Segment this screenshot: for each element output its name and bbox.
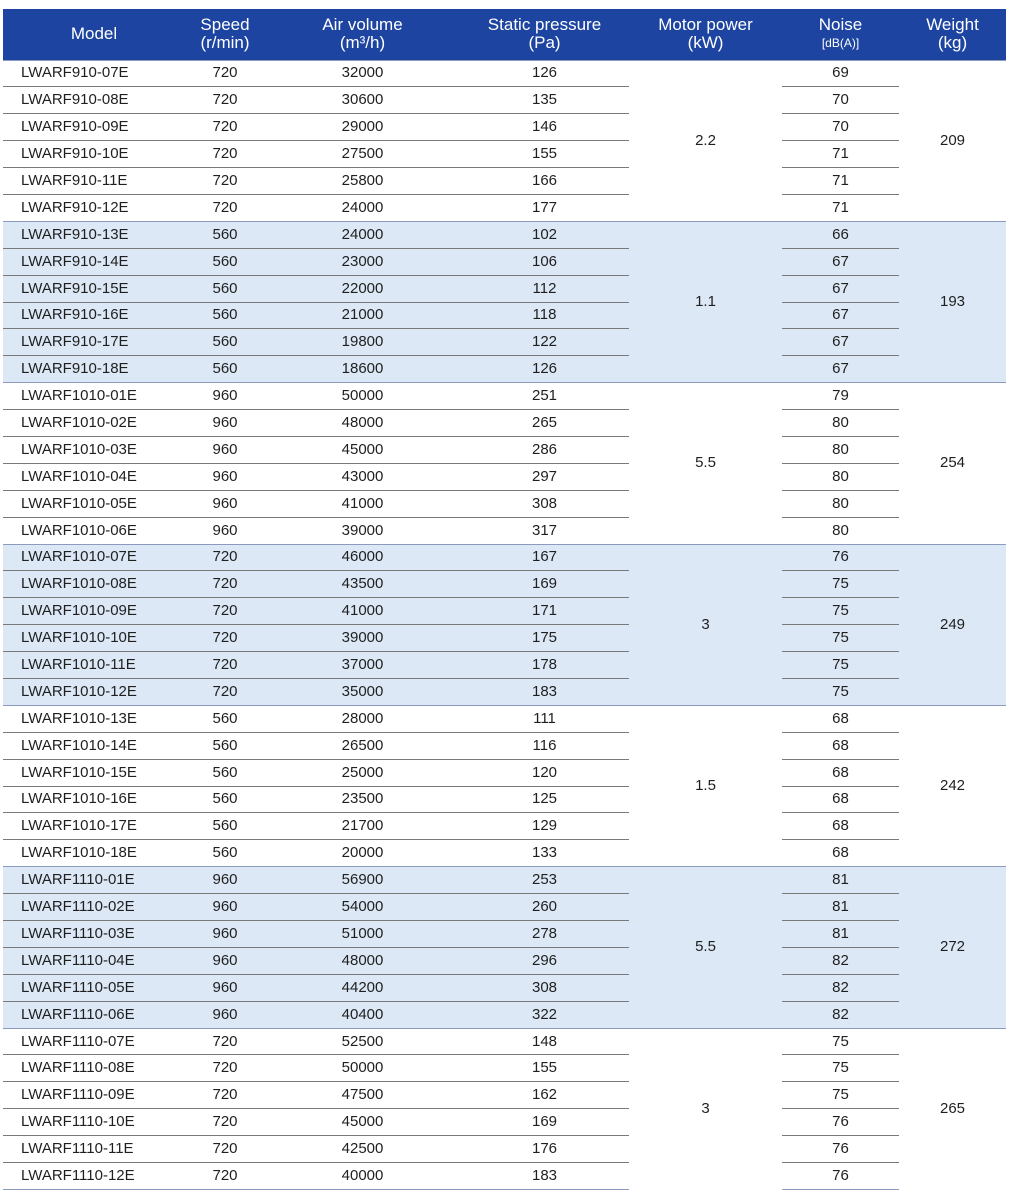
table-row [3, 436, 1006, 463]
noise-cell: 81 [782, 921, 899, 948]
model-cell: LWARF1110-03E [3, 921, 185, 948]
model-cell: LWARF1010-08E [3, 571, 185, 598]
noise-cell: 68 [782, 759, 899, 786]
table-row [3, 786, 1006, 813]
model-cell: LWARF1010-16E [3, 786, 185, 813]
static-pressure-cell: 308 [460, 974, 629, 1001]
speed-cell: 560 [185, 275, 265, 302]
table-row [3, 194, 1006, 221]
header-weight: Weight (kg) [899, 9, 1006, 60]
noise-cell: 75 [782, 1082, 899, 1109]
table-row [3, 248, 1006, 275]
static-pressure-cell: 126 [460, 356, 629, 383]
model-cell: LWARF910-17E [3, 329, 185, 356]
model-cell: LWARF1110-06E [3, 1001, 185, 1028]
static-pressure-cell: 129 [460, 813, 629, 840]
static-pressure-cell: 162 [460, 1082, 629, 1109]
static-pressure-cell: 171 [460, 598, 629, 625]
speed-cell: 960 [185, 410, 265, 437]
motor-power-cell: 1.1 [629, 221, 782, 382]
speed-cell: 720 [185, 1082, 265, 1109]
model-cell: LWARF1010-06E [3, 517, 185, 544]
noise-cell: 76 [782, 544, 899, 571]
air-volume-cell: 24000 [265, 194, 460, 221]
static-pressure-cell: 167 [460, 544, 629, 571]
model-cell: LWARF1010-12E [3, 678, 185, 705]
weight-cell: 209 [899, 60, 1006, 221]
air-volume-cell: 40000 [265, 1163, 460, 1190]
model-cell: LWARF1110-01E [3, 867, 185, 894]
static-pressure-cell: 125 [460, 786, 629, 813]
table-row [3, 947, 1006, 974]
model-cell: LWARF910-11E [3, 168, 185, 195]
air-volume-cell: 56900 [265, 867, 460, 894]
air-volume-cell: 41000 [265, 490, 460, 517]
table-row [3, 463, 1006, 490]
table-row [3, 867, 1006, 894]
air-volume-cell: 50000 [265, 1055, 460, 1082]
speed-cell: 560 [185, 221, 265, 248]
speed-cell: 720 [185, 1109, 265, 1136]
noise-cell: 80 [782, 463, 899, 490]
noise-cell: 69 [782, 60, 899, 87]
air-volume-cell: 28000 [265, 705, 460, 732]
table-row [3, 517, 1006, 544]
air-volume-cell: 18600 [265, 356, 460, 383]
table-row [3, 1136, 1006, 1163]
air-volume-cell: 44200 [265, 974, 460, 1001]
speed-cell: 720 [185, 141, 265, 168]
model-cell: LWARF1010-14E [3, 732, 185, 759]
model-cell: LWARF910-15E [3, 275, 185, 302]
noise-cell: 75 [782, 678, 899, 705]
table-row [3, 544, 1006, 571]
header-motor-power: Motor power (kW) [629, 9, 782, 60]
static-pressure-cell: 265 [460, 410, 629, 437]
noise-cell: 68 [782, 705, 899, 732]
air-volume-cell: 32000 [265, 60, 460, 87]
air-volume-cell: 39000 [265, 625, 460, 652]
model-cell: LWARF1010-09E [3, 598, 185, 625]
model-cell: LWARF1110-04E [3, 947, 185, 974]
model-cell: LWARF910-16E [3, 302, 185, 329]
air-volume-cell: 46000 [265, 544, 460, 571]
model-cell: LWARF910-12E [3, 194, 185, 221]
static-pressure-cell: 111 [460, 705, 629, 732]
air-volume-cell: 40400 [265, 1001, 460, 1028]
noise-cell: 66 [782, 221, 899, 248]
static-pressure-cell: 296 [460, 947, 629, 974]
static-pressure-cell: 177 [460, 194, 629, 221]
model-cell: LWARF910-08E [3, 87, 185, 114]
table-row [3, 221, 1006, 248]
noise-cell: 81 [782, 894, 899, 921]
air-volume-cell: 26500 [265, 732, 460, 759]
noise-cell: 75 [782, 571, 899, 598]
noise-cell: 82 [782, 974, 899, 1001]
table-header [3, 9, 1006, 60]
header-static-pressure: Static pressure (Pa) [460, 9, 629, 60]
static-pressure-cell: 126 [460, 60, 629, 87]
speed-cell: 720 [185, 598, 265, 625]
static-pressure-cell: 155 [460, 1055, 629, 1082]
weight-cell: 249 [899, 544, 1006, 705]
speed-cell: 960 [185, 867, 265, 894]
model-cell: LWARF1010-07E [3, 544, 185, 571]
header-air-volume: Air volume (m³/h) [265, 9, 460, 60]
noise-cell: 68 [782, 813, 899, 840]
air-volume-cell: 21000 [265, 302, 460, 329]
model-cell: LWARF1110-10E [3, 1109, 185, 1136]
model-cell: LWARF1010-01E [3, 383, 185, 410]
noise-cell: 71 [782, 168, 899, 195]
table-row [3, 921, 1006, 948]
static-pressure-cell: 278 [460, 921, 629, 948]
air-volume-cell: 35000 [265, 678, 460, 705]
static-pressure-cell: 166 [460, 168, 629, 195]
noise-cell: 68 [782, 786, 899, 813]
air-volume-cell: 42500 [265, 1136, 460, 1163]
fan-spec-table [3, 9, 1006, 1190]
speed-cell: 720 [185, 678, 265, 705]
model-cell: LWARF1110-09E [3, 1082, 185, 1109]
noise-cell: 82 [782, 947, 899, 974]
noise-cell: 81 [782, 867, 899, 894]
static-pressure-cell: 183 [460, 1163, 629, 1190]
noise-cell: 80 [782, 436, 899, 463]
table-row [3, 490, 1006, 517]
motor-power-cell: 5.5 [629, 867, 782, 1028]
static-pressure-cell: 175 [460, 625, 629, 652]
weight-cell: 242 [899, 705, 1006, 866]
static-pressure-cell: 102 [460, 221, 629, 248]
speed-cell: 960 [185, 517, 265, 544]
table-row [3, 329, 1006, 356]
table-row [3, 114, 1006, 141]
speed-cell: 720 [185, 87, 265, 114]
noise-cell: 67 [782, 275, 899, 302]
static-pressure-cell: 178 [460, 652, 629, 679]
noise-cell: 80 [782, 410, 899, 437]
header-noise: Noise [dB(A)] [782, 9, 899, 60]
table-row [3, 87, 1006, 114]
model-cell: LWARF1010-15E [3, 759, 185, 786]
noise-cell: 71 [782, 194, 899, 221]
speed-cell: 960 [185, 436, 265, 463]
static-pressure-cell: 169 [460, 571, 629, 598]
noise-cell: 68 [782, 840, 899, 867]
table-row [3, 1109, 1006, 1136]
table-row [3, 141, 1006, 168]
speed-cell: 960 [185, 974, 265, 1001]
model-cell: LWARF1010-18E [3, 840, 185, 867]
model-cell: LWARF1010-17E [3, 813, 185, 840]
table-row [3, 60, 1006, 87]
table-row [3, 1082, 1006, 1109]
noise-cell: 76 [782, 1109, 899, 1136]
static-pressure-cell: 308 [460, 490, 629, 517]
noise-cell: 80 [782, 490, 899, 517]
noise-cell: 80 [782, 517, 899, 544]
speed-cell: 720 [185, 168, 265, 195]
speed-cell: 960 [185, 947, 265, 974]
speed-cell: 960 [185, 383, 265, 410]
static-pressure-cell: 106 [460, 248, 629, 275]
noise-cell: 70 [782, 114, 899, 141]
header-row [3, 9, 1006, 60]
table-row [3, 598, 1006, 625]
air-volume-cell: 45000 [265, 436, 460, 463]
static-pressure-cell: 118 [460, 302, 629, 329]
motor-power-cell: 2.2 [629, 60, 782, 221]
noise-cell: 82 [782, 1001, 899, 1028]
spec-table-container [3, 9, 1006, 1190]
model-cell: LWARF910-07E [3, 60, 185, 87]
motor-power-cell: 3 [629, 1028, 782, 1189]
air-volume-cell: 37000 [265, 652, 460, 679]
header-speed: Speed (r/min) [185, 9, 265, 60]
speed-cell: 960 [185, 1001, 265, 1028]
header-model: Model [3, 9, 185, 60]
air-volume-cell: 47500 [265, 1082, 460, 1109]
table-row [3, 759, 1006, 786]
speed-cell: 560 [185, 302, 265, 329]
table-row [3, 571, 1006, 598]
table-row [3, 705, 1006, 732]
model-cell: LWARF910-14E [3, 248, 185, 275]
speed-cell: 720 [185, 571, 265, 598]
model-cell: LWARF1010-13E [3, 705, 185, 732]
noise-cell: 68 [782, 732, 899, 759]
speed-cell: 720 [185, 194, 265, 221]
air-volume-cell: 21700 [265, 813, 460, 840]
static-pressure-cell: 251 [460, 383, 629, 410]
air-volume-cell: 25000 [265, 759, 460, 786]
speed-cell: 720 [185, 652, 265, 679]
noise-cell: 75 [782, 1028, 899, 1055]
speed-cell: 720 [185, 1163, 265, 1190]
table-row [3, 732, 1006, 759]
speed-cell: 720 [185, 60, 265, 87]
noise-cell: 67 [782, 248, 899, 275]
static-pressure-cell: 322 [460, 1001, 629, 1028]
speed-cell: 560 [185, 329, 265, 356]
model-cell: LWARF1110-08E [3, 1055, 185, 1082]
table-row [3, 1001, 1006, 1028]
static-pressure-cell: 116 [460, 732, 629, 759]
table-row [3, 840, 1006, 867]
air-volume-cell: 39000 [265, 517, 460, 544]
speed-cell: 560 [185, 786, 265, 813]
model-cell: LWARF910-18E [3, 356, 185, 383]
air-volume-cell: 52500 [265, 1028, 460, 1055]
speed-cell: 560 [185, 813, 265, 840]
weight-cell: 193 [899, 221, 1006, 382]
noise-cell: 76 [782, 1163, 899, 1190]
air-volume-cell: 45000 [265, 1109, 460, 1136]
air-volume-cell: 43000 [265, 463, 460, 490]
speed-cell: 720 [185, 1136, 265, 1163]
air-volume-cell: 54000 [265, 894, 460, 921]
noise-cell: 75 [782, 625, 899, 652]
motor-power-cell: 3 [629, 544, 782, 705]
table-row [3, 410, 1006, 437]
speed-cell: 560 [185, 356, 265, 383]
table-row [3, 275, 1006, 302]
speed-cell: 720 [185, 114, 265, 141]
static-pressure-cell: 122 [460, 329, 629, 356]
model-cell: LWARF1010-11E [3, 652, 185, 679]
speed-cell: 960 [185, 463, 265, 490]
motor-power-cell: 1.5 [629, 705, 782, 866]
static-pressure-cell: 253 [460, 867, 629, 894]
air-volume-cell: 48000 [265, 947, 460, 974]
static-pressure-cell: 286 [460, 436, 629, 463]
table-row [3, 168, 1006, 195]
table-row [3, 894, 1006, 921]
static-pressure-cell: 133 [460, 840, 629, 867]
speed-cell: 560 [185, 840, 265, 867]
static-pressure-cell: 176 [460, 1136, 629, 1163]
air-volume-cell: 29000 [265, 114, 460, 141]
static-pressure-cell: 155 [460, 141, 629, 168]
speed-cell: 960 [185, 921, 265, 948]
air-volume-cell: 51000 [265, 921, 460, 948]
noise-cell: 75 [782, 1055, 899, 1082]
static-pressure-cell: 146 [460, 114, 629, 141]
table-row [3, 1055, 1006, 1082]
air-volume-cell: 30600 [265, 87, 460, 114]
speed-cell: 960 [185, 490, 265, 517]
noise-cell: 71 [782, 141, 899, 168]
model-cell: LWARF910-09E [3, 114, 185, 141]
model-cell: LWARF1110-02E [3, 894, 185, 921]
model-cell: LWARF1010-05E [3, 490, 185, 517]
air-volume-cell: 25800 [265, 168, 460, 195]
table-row [3, 302, 1006, 329]
table-row [3, 1163, 1006, 1190]
air-volume-cell: 50000 [265, 383, 460, 410]
static-pressure-cell: 317 [460, 517, 629, 544]
noise-cell: 75 [782, 652, 899, 679]
air-volume-cell: 20000 [265, 840, 460, 867]
weight-cell: 254 [899, 383, 1006, 544]
table-row [3, 974, 1006, 1001]
table-row [3, 625, 1006, 652]
noise-cell: 67 [782, 356, 899, 383]
air-volume-cell: 27500 [265, 141, 460, 168]
noise-cell: 67 [782, 329, 899, 356]
motor-power-cell: 5.5 [629, 383, 782, 544]
static-pressure-cell: 183 [460, 678, 629, 705]
speed-cell: 960 [185, 894, 265, 921]
speed-cell: 720 [185, 625, 265, 652]
speed-cell: 720 [185, 1055, 265, 1082]
table-body [3, 60, 1006, 1189]
air-volume-cell: 43500 [265, 571, 460, 598]
model-cell: LWARF1010-10E [3, 625, 185, 652]
air-volume-cell: 41000 [265, 598, 460, 625]
speed-cell: 560 [185, 759, 265, 786]
model-cell: LWARF1110-07E [3, 1028, 185, 1055]
weight-cell: 265 [899, 1028, 1006, 1189]
static-pressure-cell: 169 [460, 1109, 629, 1136]
table-row [3, 356, 1006, 383]
speed-cell: 720 [185, 544, 265, 571]
static-pressure-cell: 260 [460, 894, 629, 921]
table-row [3, 813, 1006, 840]
model-cell: LWARF910-10E [3, 141, 185, 168]
speed-cell: 560 [185, 732, 265, 759]
static-pressure-cell: 112 [460, 275, 629, 302]
model-cell: LWARF1110-12E [3, 1163, 185, 1190]
air-volume-cell: 48000 [265, 410, 460, 437]
noise-cell: 67 [782, 302, 899, 329]
speed-cell: 560 [185, 705, 265, 732]
speed-cell: 560 [185, 248, 265, 275]
static-pressure-cell: 148 [460, 1028, 629, 1055]
air-volume-cell: 23500 [265, 786, 460, 813]
table-row [3, 383, 1006, 410]
table-row [3, 678, 1006, 705]
model-cell: LWARF910-13E [3, 221, 185, 248]
model-cell: LWARF1010-03E [3, 436, 185, 463]
model-cell: LWARF1010-02E [3, 410, 185, 437]
weight-cell: 272 [899, 867, 1006, 1028]
speed-cell: 720 [185, 1028, 265, 1055]
air-volume-cell: 24000 [265, 221, 460, 248]
noise-cell: 79 [782, 383, 899, 410]
noise-cell: 76 [782, 1136, 899, 1163]
model-cell: LWARF1110-11E [3, 1136, 185, 1163]
table-row [3, 1028, 1006, 1055]
table-row [3, 652, 1006, 679]
model-cell: LWARF1010-04E [3, 463, 185, 490]
model-cell: LWARF1110-05E [3, 974, 185, 1001]
static-pressure-cell: 120 [460, 759, 629, 786]
static-pressure-cell: 297 [460, 463, 629, 490]
air-volume-cell: 19800 [265, 329, 460, 356]
air-volume-cell: 22000 [265, 275, 460, 302]
noise-cell: 75 [782, 598, 899, 625]
static-pressure-cell: 135 [460, 87, 629, 114]
air-volume-cell: 23000 [265, 248, 460, 275]
noise-cell: 70 [782, 87, 899, 114]
